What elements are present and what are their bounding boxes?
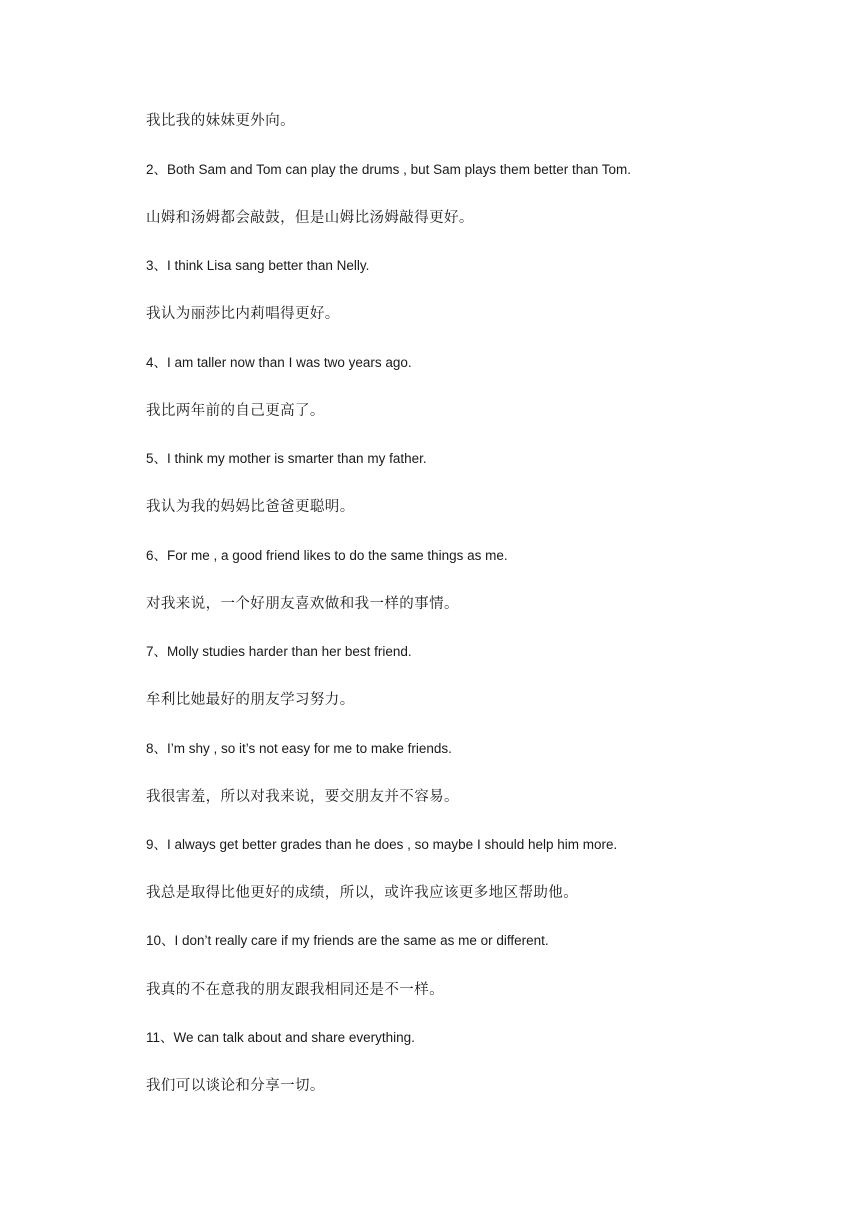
sentence-line-2: 2、Both Sam and Tom can play the drums , but Sam plays them better than Tom.: [146, 162, 631, 177]
translation-line-11: 我们可以谈论和分享一切。: [146, 1078, 325, 1094]
sentence-line-8: 8、I’m shy , so it’s not easy for me to make friends.: [146, 741, 452, 756]
translation-line-10: 我真的不在意我的朋友跟我相同还是不一样。: [146, 982, 444, 998]
translation-line-9: 我总是取得比他更好的成绩，所以，或许我应该更多地区帮助他。: [146, 885, 579, 901]
sentence-line-11: 11、We can talk about and share everything.: [146, 1030, 415, 1045]
translation-line-3: 我认为丽莎比内莉唱得更好。: [146, 306, 340, 322]
translation-line-1: 我比我的妹妹更外向。: [146, 113, 295, 129]
sentence-line-9: 9、I always get better grades than he does , so maybe I should help him more.: [146, 837, 618, 852]
sentence-line-5: 5、I think my mother is smarter than my father.: [146, 451, 427, 466]
sentence-line-4: 4、I am taller now than I was two years ago.: [146, 355, 412, 370]
translation-line-6: 对我来说，一个好朋友喜欢做和我一样的事情。: [146, 596, 459, 612]
sentence-line-10: 10、I don’t really care if my friends are the same as me or different.: [146, 933, 549, 948]
translation-line-8: 我很害羞，所以对我来说，要交朋友并不容易。: [146, 789, 459, 805]
translation-line-7: 牟利比她最好的朋友学习努力。: [146, 692, 355, 708]
sentence-line-6: 6、For me , a good friend likes to do the same things as me.: [146, 548, 508, 563]
sentence-line-3: 3、I think Lisa sang better than Nelly.: [146, 258, 370, 273]
sentence-line-7: 7、Molly studies harder than her best friend.: [146, 644, 412, 659]
translation-line-4: 我比两年前的自己更高了。: [146, 403, 325, 419]
translation-line-2: 山姆和汤姆都会敲鼓，但是山姆比汤姆敲得更好。: [146, 210, 474, 226]
translation-line-5: 我认为我的妈妈比爸爸更聪明。: [146, 499, 355, 515]
